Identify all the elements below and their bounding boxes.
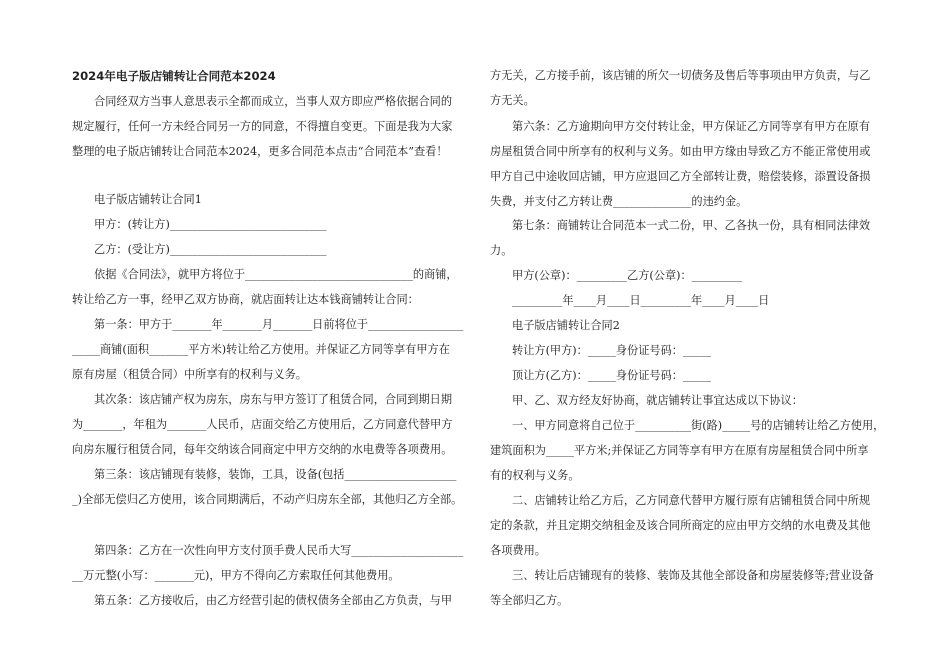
paragraph-line: 有的权利与义务。 [490,469,580,482]
paragraph-line: 甲方自己中途收回店铺，甲方应退回乙方全部转让费，赔偿装修，添置设备损 [490,170,871,183]
paragraph-line: 整理的电子版店铺转让合同范本2024，更多合同范本点击“合同范本”查看！ [72,145,448,158]
paragraph-line: 转让方(甲方)：_____身份证号码：_____ [512,344,711,357]
paragraph-line: _____商铺(面积_______平方米)转让给乙方使用。并保证乙方同等享有甲方在 [72,343,450,356]
paragraph-line: 顶让方(乙方)：_____身份证号码：_____ [512,369,711,382]
document-title: 2024年电子版店铺转让合同范本2024 [72,69,276,83]
paragraph-line: 第四条：乙方在一次性向甲方支付顶手费人民币大写____________________ [94,544,464,557]
paragraph-line: 其次条：该店铺产权为房东，房东与甲方签订了租赁合同，合同到期日期 [94,393,453,406]
paragraph-line: 一、甲方同意将自己位于__________街(路)_____号的店铺转让给乙方使用， [512,419,885,432]
section-heading: 电子版店铺转让合同1 [94,193,202,206]
date-line: _________年____月____日_________年____月____日 [512,294,770,307]
signature-line: 甲方(公章)：_________乙方(公章)：_________ [512,269,743,282]
paragraph-line: 依据《合同法》，就甲方将位于______________________________的商铺， [94,268,458,281]
paragraph-line: __万元整(小写：_______元)，甲方不得向乙方索取任何其他费用。 [72,569,400,582]
paragraph-line: 力。 [490,244,513,257]
section-heading: 电子版店铺转让合同2 [512,319,620,332]
paragraph-line: 第三条：该店铺现有装修，装饰，工具，设备(包括____________________ [94,468,457,481]
paragraph-line: 三、转让后店铺现有的装修、装饰及其他全部设备和房屋装修等;营业设备 [512,569,874,582]
paragraph-line: 原有房屋（租赁合同）中所享有的权利与义务。 [72,368,307,381]
paragraph-line: 第六条：乙方逾期向甲方交付转让金，甲方保证乙方同等享有甲方在原有 [512,120,871,133]
paragraph-line: 建筑面积为_____平方米;并保证乙方同等享有甲方在原有房屋租赁合同中所享 [490,444,869,457]
paragraph-line: 方无关，乙方接手前，该店铺的所欠一切债务及售后等事项由甲方负责，与乙 [490,69,871,82]
paragraph-line: 向房东履行租赁合同，每年交纳该合同商定中甲方交纳的水电费等各项费用。 [72,443,453,456]
paragraph-line: 等全部归乙方。 [490,594,569,607]
paragraph-line: 定的条款，并且定期交纳租金及该合同所商定的应由甲方交纳的水电费及其他 [490,519,871,532]
paragraph-line: 转让给乙方一事，经甲乙双方协商，就店面转让达本钱商铺转让合同： [72,293,419,306]
paragraph-line: 第一条：甲方于_______年_______月_______日前将位于_________________ [94,318,464,331]
paragraph-line: 规定履行，任何一方未经合同另一方的同意，不得擅自变更。下面是我为大家 [72,120,453,133]
paragraph-line: 第五条：乙方接收后，由乙方经营引起的债权债务全部由乙方负责，与甲 [94,594,453,607]
paragraph-line: 房屋租赁合同中所享有的权利与义务。如由甲方缘由导致乙方不能正常使用或 [490,145,871,158]
paragraph-line: 方无关。 [490,94,535,107]
paragraph-line: _)全部无偿归乙方使用，该合同期满后，不动产归房东全部，其他归乙方全部。 [72,493,463,506]
paragraph-line: 乙方：(受让方)____________________________ [94,243,327,256]
paragraph-line: 甲、乙、双方经友好协商，就店铺转让事宜达成以下协议： [512,394,803,407]
paragraph-line: 失费，并支付乙方转让费______________的违约金。 [490,195,748,208]
paragraph-line: 第七条：商铺转让合同范本一式二份，甲、乙各执一份，具有相同法律效 [512,219,871,232]
paragraph-line: 二、店铺转让给乙方后，乙方同意代替甲方履行原有店铺租赁合同中所规 [512,494,871,507]
paragraph-line: 甲方：(转让方)____________________________ [94,218,327,231]
paragraph-line: 为_______，年租为_______人民币，店面交给乙方使用后，乙方同意代替甲方 [72,418,453,431]
paragraph-line: 合同经双方当事人意思表示全都而成立，当事人双方即应严格依据合同的 [94,95,453,108]
paragraph-line: 各项费用。 [490,544,546,557]
